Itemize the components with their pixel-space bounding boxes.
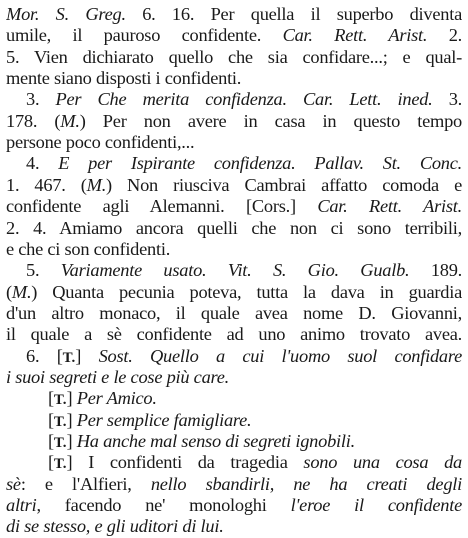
italic-text: sè (6, 473, 21, 494)
text-segment: [ (48, 388, 54, 409)
italic-text: Ha anche mal senso di segreti ignobili. (76, 431, 355, 451)
tuscan-marker: T. (62, 349, 76, 366)
italic-text: E per Ispirante confidenza. Pallav. St. Conc. (58, 153, 462, 174)
italic-text: altri (6, 495, 37, 516)
text-segment: il quale a sè confidente ad uno animo trovato avea. (6, 324, 462, 345)
italic-text: M. (86, 174, 107, 195)
text-segment: 3. (26, 89, 56, 110)
text-segment: ] I confidenti da tragedia (66, 452, 304, 473)
italic-text: Car. Rett. Arist. (282, 25, 428, 46)
tuscan-marker: T. (53, 413, 67, 430)
text-segment: 5. (26, 260, 61, 281)
text-segment: ) Non riusciva Cambrai affatto comoda e (106, 174, 462, 195)
italic-text: M. (60, 110, 80, 131)
italic-text: i suoi segreti e le cose più care. (6, 366, 230, 387)
italic-text: Car. Rett. Arist. (317, 196, 462, 217)
italic-text: M. (11, 281, 32, 302)
text-line (6, 514, 462, 538)
text-segment: umile, il pauroso confidente. (6, 25, 283, 46)
text-segment: [ (48, 431, 54, 451)
text-segment: ( (6, 281, 12, 302)
text-segment: persone poco confidenti,... (6, 132, 195, 153)
italic-text: Variamente usato. Vit. S. Gio. Gualb. (60, 260, 410, 281)
text-segment: ) Quanta pecunia poteva, tutta la dava in guardia (31, 281, 462, 302)
text-segment: 3. (432, 89, 462, 110)
text-segment: ] (66, 409, 77, 430)
italic-text: Sost. Quello a cui l'uomo suol confidare (98, 345, 462, 366)
text-segment: ] (66, 431, 77, 451)
text-segment: confidente agli Alemanni. [Cors.] (6, 196, 318, 217)
italic-text: Per Amico. (76, 388, 157, 409)
text-segment: [ (48, 409, 54, 430)
text-segment: 2. 4. Amiamo ancora quelli che non ci sono terribili, (6, 217, 462, 238)
tuscan-marker: T. (53, 392, 67, 409)
text-segment: 4. (26, 153, 59, 174)
italic-text: sono una cosa da (303, 452, 462, 473)
text-segment: [ (48, 452, 54, 473)
tuscan-marker: T. (53, 435, 67, 451)
text-segment: ] (66, 388, 77, 409)
text-segment: 5. Vien dichiarato quello che sia confidare...; e qual- (6, 46, 462, 67)
text-segment: 178. ( (6, 110, 61, 131)
text-segment: 189. (409, 260, 462, 281)
italic-text: Per semplice famigliare. (76, 409, 252, 430)
text-segment: ] (75, 345, 99, 366)
text-segment: : e l'Alfieri, (20, 473, 151, 494)
text-segment: 6. [ (26, 345, 63, 366)
italic-text: nello sbandirli, ne ha creati degli (150, 473, 462, 494)
text-segment: mente siano disposti i confidenti. (6, 68, 242, 89)
italic-text: Mor. S. Greg. (6, 4, 126, 24)
text-segment: ) Per non avere in casa in questo tempo (79, 110, 462, 131)
text-segment: , facendo ne' monologhi (36, 495, 291, 516)
text-segment: 1. 467. ( (6, 174, 87, 195)
italic-text: Per Che merita confidenza. Car. Lett. ined. (55, 89, 433, 110)
text-segment: 6. 16. Per quella il superbo diventa (125, 4, 462, 24)
text-segment: 2. (427, 25, 462, 46)
italic-text: l'eroe il confidente (290, 495, 462, 516)
text-segment: d'un altro monaco, il quale avea nome D. Giovanni, (6, 302, 462, 323)
tuscan-marker: T. (53, 456, 67, 473)
italic-text: di se stesso, e gli uditori di lui. (6, 516, 224, 537)
text-segment: e che ci son confidenti. (6, 238, 171, 259)
